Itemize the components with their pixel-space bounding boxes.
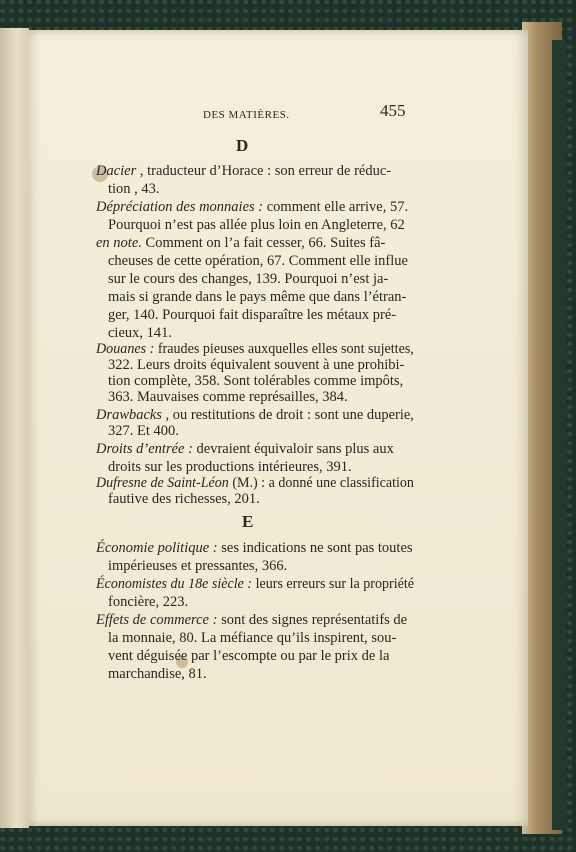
index-entry-continuation: ger, 140. Pourquoi fait disparaître les métaux pré- <box>108 307 397 323</box>
index-entry-continuation: 327. Et 400. <box>108 423 179 439</box>
entry-text: Comment on l’a fait cesser, 66. Suites fâ- <box>141 235 386 251</box>
entry-heading: Droits d’entrée : <box>96 441 193 457</box>
cover-board <box>552 40 566 830</box>
entry-heading: Économie politique : <box>96 540 218 556</box>
index-entry <box>96 198 408 216</box>
index-entry <box>96 440 394 458</box>
running-head: DES MATIÈRES. <box>203 109 290 121</box>
index-entry-continuation: marchandise, 81. <box>108 666 207 682</box>
entry-text: leurs erreurs sur la propriété <box>252 576 414 592</box>
index-entry-continuation: mais si grande dans le pays même que dans l’étran- <box>108 289 407 305</box>
index-entry-continuation: tion , 43. <box>108 181 160 197</box>
entry-heading: Dacier <box>96 163 137 179</box>
index-entry-continuation: Pourquoi n’est pas allée plus loin en Angleterre, 62 <box>108 217 405 233</box>
entry-heading: Dépréciation des monnaies : <box>96 199 264 215</box>
index-entry-continuation: cheuses de cette opération, 67. Comment elle influe <box>108 253 408 269</box>
index-entry-continuation: cieux, 141. <box>108 325 173 341</box>
entry-text: fraudes pieuses auxquelles elles sont sujettes, <box>154 341 414 357</box>
index-entry-continuation: la monnaie, 80. La méfiance qu’ils inspirent, sou- <box>108 630 397 646</box>
index-entry-continuation: droits sur les productions intérieures, 391. <box>108 459 352 475</box>
index-entry-continuation: vent déguisée par l’escompte ou par le prix de la <box>108 648 390 664</box>
entry-heading: Dufresne de Saint-Léon <box>96 475 229 491</box>
index-entry-continuation: sur le cours des changes, 139. Pourquoi n’est ja- <box>108 271 389 287</box>
entry-text: (M.) : a donné une classification <box>228 475 414 491</box>
entry-text: , ou restitutions de droit : sont une duperie, <box>161 407 414 423</box>
entry-heading: Drawbacks <box>96 407 162 423</box>
entry-text: ses indications ne sont pas toutes <box>217 540 413 556</box>
page-number: 455 <box>380 101 406 120</box>
index-entry-continuation: tion complète, 358. Sont tolérables comme impôts, <box>108 373 404 389</box>
index-entry <box>96 234 385 252</box>
index-entry <box>96 575 414 593</box>
index-entry-continuation: foncière, 223. <box>108 594 189 610</box>
entry-text: sont des signes représentatifs de <box>217 612 408 628</box>
entry-heading: Effets de commerce : <box>96 612 218 628</box>
entry-text: devraient équivaloir sans plus aux <box>192 441 394 457</box>
entry-heading: en note. <box>96 235 142 251</box>
entry-heading: Économistes du 18e siècle : <box>96 576 253 592</box>
index-entry-continuation: 363. Mauvaises comme représailles, 384. <box>108 389 348 405</box>
index-entry <box>96 539 413 557</box>
index-entry-continuation: fautive des richesses, 201. <box>108 491 260 507</box>
book-page <box>28 30 528 826</box>
index-entry <box>96 162 391 180</box>
index-entry-continuation: impérieuses et pressantes, 366. <box>108 558 288 574</box>
index-entry-continuation: 322. Leurs droits équivalent souvent à une prohibi- <box>108 357 405 373</box>
section-letter-d: D <box>236 136 249 155</box>
section-letter-e: E <box>242 512 254 531</box>
entry-heading: Douanes : <box>96 341 155 357</box>
entry-text: , traducteur d’Horace : son erreur de réduc- <box>136 163 392 179</box>
facing-page-edge <box>0 28 29 828</box>
entry-text: comment elle arrive, 57. <box>263 199 409 215</box>
index-entry <box>96 611 407 629</box>
